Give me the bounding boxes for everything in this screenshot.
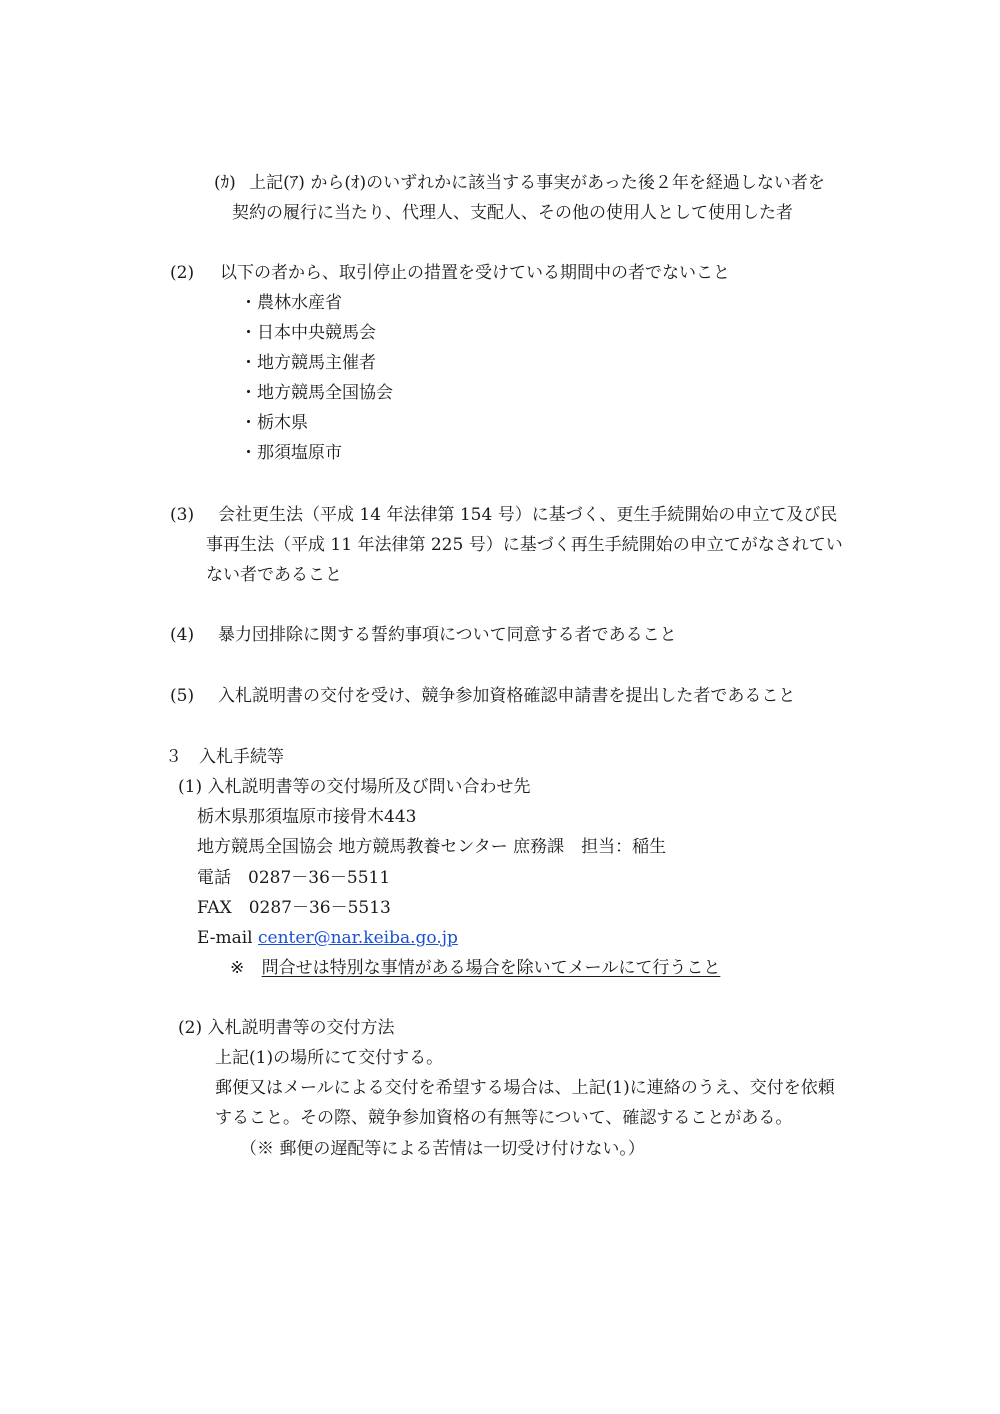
delivery-note: （※ 郵便の遅配等による苦情は一切受け付けない。）	[240, 1139, 645, 1159]
email-label: E-mail	[197, 928, 259, 948]
clause-ka-label: (ｶ)	[214, 173, 236, 193]
item-2-text: 以下の者から、取引停止の措置を受けている期間中の者でないこと	[220, 263, 730, 283]
list-item: ・地方競馬主催者	[240, 353, 376, 373]
email-line	[197, 926, 458, 950]
address: 栃木県那須塩原市接骨木443	[197, 807, 417, 827]
item-2-label: (2)	[170, 263, 195, 283]
clause-ka-text-1: 上記(ｱ) から(ｵ)のいずれかに該当する事実があった後２年を経過しない者を	[249, 173, 825, 193]
telephone: 電話 0287－36－5511	[197, 868, 391, 888]
section-3-1-heading: (1) 入札説明書等の交付場所及び問い合わせ先	[178, 777, 531, 797]
organization-contact: 地方競馬全国協会 地方競馬教養センター 庶務課 担当：稲生	[197, 837, 667, 857]
item-5-label: (5)	[170, 686, 195, 706]
section-3-2-heading: (2) 入札説明書等の交付方法	[178, 1018, 395, 1038]
delivery-text-3: すること。その際、競争参加資格の有無等について、確認することがある。	[215, 1108, 793, 1128]
delivery-text-2: 郵便又はメールによる交付を希望する場合は、上記(1)に連絡のうえ、交付を依頼	[215, 1078, 835, 1098]
item-4-label: (4)	[170, 625, 195, 645]
item-4-text: 暴力団排除に関する誓約事項について同意する者であること	[218, 625, 677, 645]
email-link[interactable]: center@nar.keiba.go.jp	[258, 928, 458, 948]
list-item: ・栃木県	[240, 413, 308, 433]
clause-ka-line1	[214, 171, 825, 195]
list-item: ・那須塩原市	[240, 443, 342, 463]
item-5-text: 入札説明書の交付を受け、競争参加資格確認申請書を提出した者であること	[218, 686, 796, 706]
list-item: ・地方競馬全国協会	[240, 383, 393, 403]
note-mark: ※	[230, 958, 245, 978]
fax: FAX 0287－36－5513	[197, 898, 391, 918]
item-3-text-3: ない者であること	[206, 565, 342, 585]
item-3-text-2: 事再生法（平成 11 年法律第 225 号）に基づく再生手続開始の申立てがなされてい	[206, 535, 843, 555]
delivery-text-1: 上記(1)の場所にて交付する。	[215, 1048, 444, 1068]
contact-note	[230, 956, 720, 980]
list-item: ・日本中央競馬会	[240, 323, 376, 343]
section-3-heading: ３ 入札手続等	[165, 747, 284, 767]
item-3-label: (3)	[170, 505, 195, 525]
note-text: 問合せは特別な事情がある場合を除いてメールにて行うこと	[261, 958, 721, 978]
item-3-text-1: 会社更生法（平成 14 年法律第 154 号）に基づく、更生手続開始の申立て及び民	[218, 505, 838, 525]
list-item: ・農林水産省	[240, 293, 342, 313]
clause-ka-line2: 契約の履行に当たり、代理人、支配人、その他の使用人として使用した者	[232, 203, 793, 223]
